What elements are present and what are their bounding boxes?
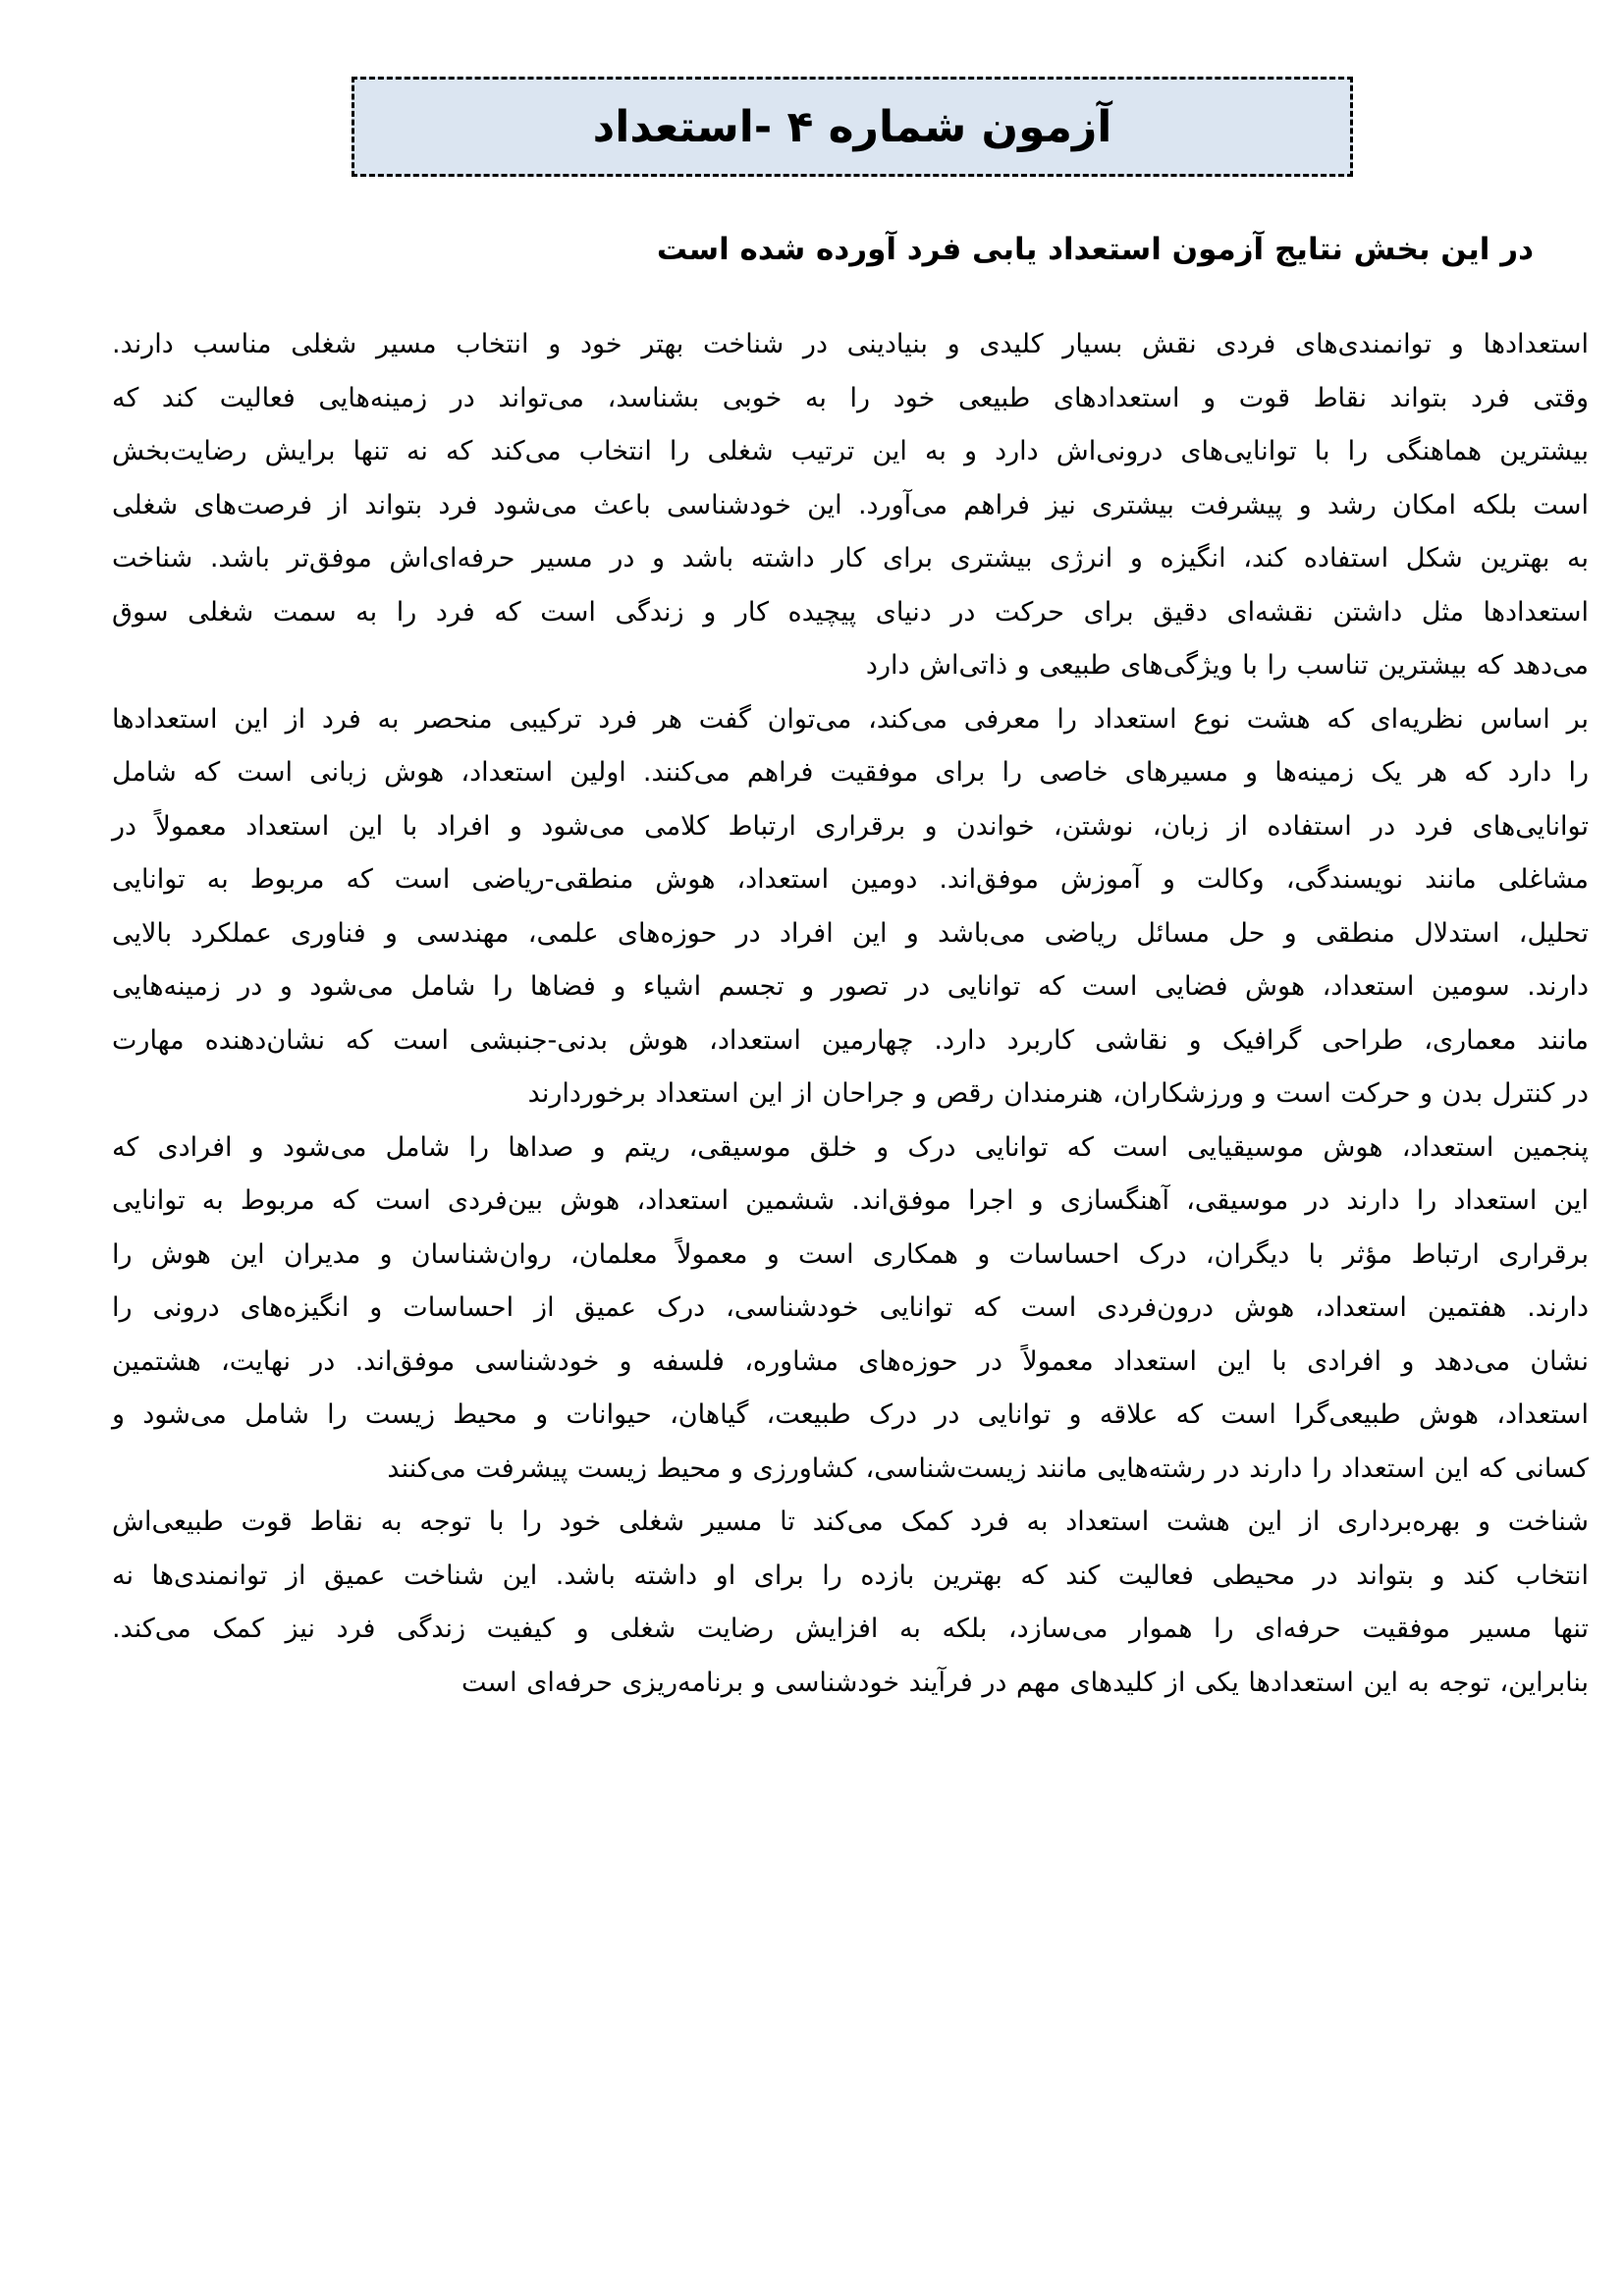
body-line: انتخاب کند و بتواند در محیطی فعالیت کند که بهترین بازده را برای او داشته باشد. این شناخت عمیق از توانمندی‌ها نه [112, 1559, 1589, 1591]
body-line: دارند. سومین استعداد، هوش فضایی است که توانایی در تصور و تجسم اشیاء و فضاها را شامل می‌شود و در زمینه‌هایی [112, 971, 1589, 1002]
body-line: شناخت و بهره‌برداری از این هشت استعداد به فرد کمک می‌کند تا مسیر شغلی خود را با توجه به نقاط قوت طبیعی‌اش [112, 1506, 1589, 1537]
body-line: برقراری ارتباط مؤثر با دیگران، درک احساسات و همکاری است و معمولاً معلمان، روان‌شناسان و مدیران این هوش را [112, 1238, 1589, 1270]
body-line: در کنترل بدن و حرکت است و ورزشکاران، هنرمندان رقص و جراحان از این استعداد برخوردارند [527, 1078, 1589, 1109]
body-line: وقتی فرد بتواند نقاط قوت و استعدادهای طبیعی خود را به خوبی بشناسد، می‌تواند در زمینه‌هایی فعالیت کند که [112, 382, 1589, 413]
body-text [112, 318, 1589, 1710]
body-line: مانند معماری، طراحی گرافیک و نقاشی کاربرد دارد. چهارمین استعداد، هوش بدنی-جنبشی است که نشان‌دهنده مهارت [112, 1024, 1589, 1056]
body-line: را دارد که هر یک زمینه‌ها و مسیرهای خاصی را برای موفقیت فراهم می‌کنند. اولین استعداد، هوش زبانی است که شامل [112, 757, 1589, 788]
body-line: استعداد، هوش طبیعی‌گرا است که علاقه و توانایی در درک طبیعت، گیاهان، حیوانات و محیط زیست را شامل می‌شود و [112, 1399, 1589, 1430]
body-line: نشان می‌دهد و افرادی با این استعداد معمولاً در حوزه‌های مشاوره، فلسفه و خودشناسی موفق‌اند. در نهایت، هشتمین [112, 1345, 1589, 1377]
body-line: است بلکه امکان رشد و پیشرفت بیشتری نیز فراهم می‌آورد. این خودشناسی باعث می‌شود فرد بتواند از فرصت‌های شغلی [112, 489, 1589, 520]
body-line: بیشترین هماهنگی را با توانایی‌های درونی‌اش دارد و به این ترتیب شغلی را انتخاب می‌کند که نه تنها برایش رضایت‌بخش [112, 436, 1589, 466]
body-line: استعدادها مثل داشتن نقشه‌ای دقیق برای حرکت در دنیای پیچیده کار و زندگی است که فرد را به سمت شغلی سوق [112, 596, 1589, 628]
body-line: بنابراین، توجه به این استعدادها یکی از کلیدهای مهم در فرآیند خودشناسی و برنامه‌ریزی حرفه‌ای است [461, 1667, 1589, 1698]
test-title-box [352, 77, 1353, 177]
body-line: تنها مسیر موفقیت حرفه‌ای را هموار می‌سازد، بلکه به افزایش رضایت شغلی و کیفیت زندگی فرد نیز کمک می‌کند. [112, 1613, 1589, 1644]
body-line: تحلیل، استدلال منطقی و حل مسائل ریاضی می‌باشد و این افراد در حوزه‌های علمی، مهندسی و فناوری عملکرد بالایی [112, 917, 1589, 949]
body-line: کسانی که این استعداد را دارند در رشته‌هایی مانند زیست‌شناسی، کشاورزی و محیط زیست پیشرفت می‌کنند [387, 1452, 1589, 1484]
body-line: دارند. هفتمین استعداد، هوش درون‌فردی است که توانایی خودشناسی، درک عمیق از احساسات و انگیزه‌های درونی را [112, 1292, 1589, 1323]
body-line: توانایی‌های فرد در استفاده از زبان، نوشتن، خواندن و برقراری ارتباط کلامی می‌شود و افراد با این استعداد معمولاً در [112, 810, 1589, 842]
body-line: استعدادها و توانمندی‌های فردی نقش بسیار کلیدی و بنیادینی در شناخت بهتر خود و انتخاب مسیر شغلی مناسب دارند. [112, 329, 1589, 359]
body-line: می‌دهد که بیشترین تناسب را با ویژگی‌های طبیعی و ذاتی‌اش دارد [865, 650, 1589, 681]
page-title: آزمون شماره ۴ -استعداد [592, 101, 1112, 152]
section-subtitle: در این بخش نتایج آزمون استعداد یابی فرد آورده شده است [656, 232, 1534, 267]
body-line: پنجمین استعداد، هوش موسیقیایی است که توانایی درک و خلق موسیقی، ریتم و صداها را شامل می‌شود و افرادی که [112, 1131, 1589, 1163]
body-line: به بهترین شکل استفاده کند، انگیزه و انرژی بیشتری برای کار داشته باشد و در مسیر حرفه‌ای‌اش موفق‌تر باشد. شناخت [112, 543, 1589, 574]
body-line: بر اساس نظریه‌ای که هشت نوع استعداد را معرفی می‌کند، می‌توان گفت هر فرد ترکیبی منحصر به فرد از این استعدادها [112, 703, 1589, 735]
body-line: مشاغلی مانند نویسندگی، وکالت و آموزش موفق‌اند. دومین استعداد، هوش منطقی-ریاضی است که مربوط به توانایی [112, 864, 1589, 895]
body-line: این استعداد را دارند در موسیقی، آهنگسازی و اجرا موفق‌اند. ششمین استعداد، هوش بین‌فردی است که مربوط به توانایی [112, 1185, 1589, 1216]
